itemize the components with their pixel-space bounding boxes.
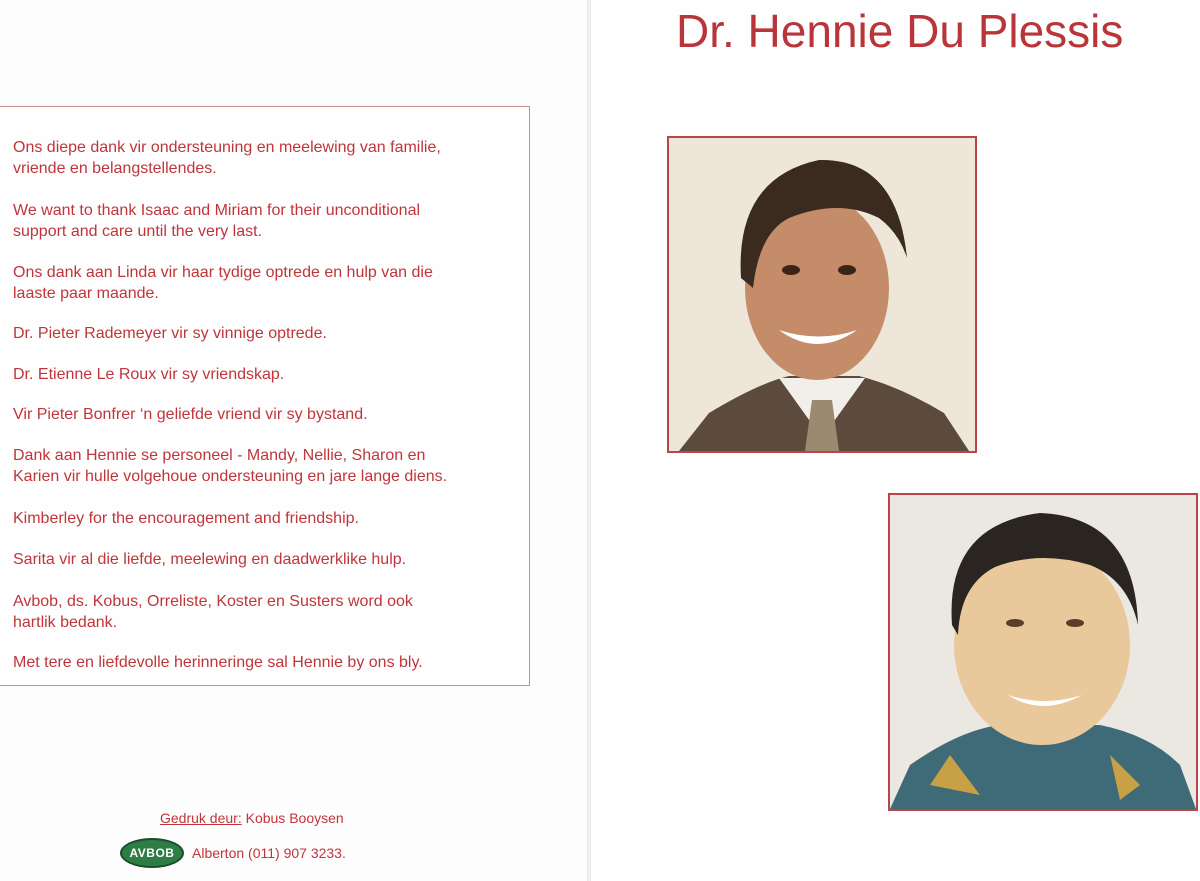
paragraph-thanks-sarita: Sarita vir al die liefde, meelewing en daadwerklike hulp. bbox=[13, 551, 407, 568]
portrait-young-image bbox=[669, 138, 975, 451]
portrait-photo-older bbox=[888, 493, 1198, 811]
left-page bbox=[0, 0, 588, 881]
paragraph-thanks-staff: Dank aan Hennie se personeel - Mandy, Nellie, Sharon en Karien vir hulle volgehoue ondersteuning en jare lange diens. bbox=[13, 447, 448, 485]
printed-by-label: Gedruk deur: bbox=[160, 810, 242, 826]
paragraph-thanks-isaac-miriam: We want to thank Isaac and Miriam for their unconditional support and care until the very last. bbox=[13, 202, 421, 240]
paragraph-thanks-kimberley: Kimberley for the encouragement and friendship. bbox=[13, 510, 359, 527]
paragraph-thanks-le-roux: Dr. Etienne Le Roux vir sy vriendskap. bbox=[13, 366, 285, 383]
printer-credit bbox=[160, 810, 344, 826]
paragraph-thanks-linda: Ons dank aan Linda vir haar tydige optrede en hulp van die laaste paar maande. bbox=[13, 264, 433, 302]
printed-by-name: Kobus Booysen bbox=[245, 810, 344, 826]
paragraph-thanks-bonfrer: Vir Pieter Bonfrer ‘n geliefde vriend vir sy bystand. bbox=[13, 406, 368, 423]
avbob-contact-number: Alberton (011) 907 3233. bbox=[192, 845, 346, 861]
avbob-contact-row bbox=[120, 836, 346, 870]
paragraph-closing: Met tere en liefdevolle herinneringe sal Hennie by ons bly. bbox=[13, 654, 423, 671]
page-title: Dr. Hennie Du Plessis bbox=[676, 5, 1124, 57]
paragraph-thanks-avbob: Avbob, ds. Kobus, Orreliste, Koster en Susters word ook hartlik bedank. bbox=[13, 593, 413, 631]
portrait-older-image bbox=[890, 495, 1196, 809]
avbob-logo-icon bbox=[120, 838, 184, 868]
paragraph-thanks-rademeyer: Dr. Pieter Rademeyer vir sy vinnige optrede. bbox=[13, 325, 327, 342]
acknowledgement-box bbox=[0, 106, 530, 686]
right-page bbox=[591, 0, 1200, 881]
avbob-logo-text: AVBOB bbox=[129, 846, 175, 860]
paragraph-thanks-family: Ons diepe dank vir ondersteuning en meelewing van familie, vriende en belangstellendes. bbox=[13, 139, 441, 177]
portrait-photo-young bbox=[667, 136, 977, 453]
